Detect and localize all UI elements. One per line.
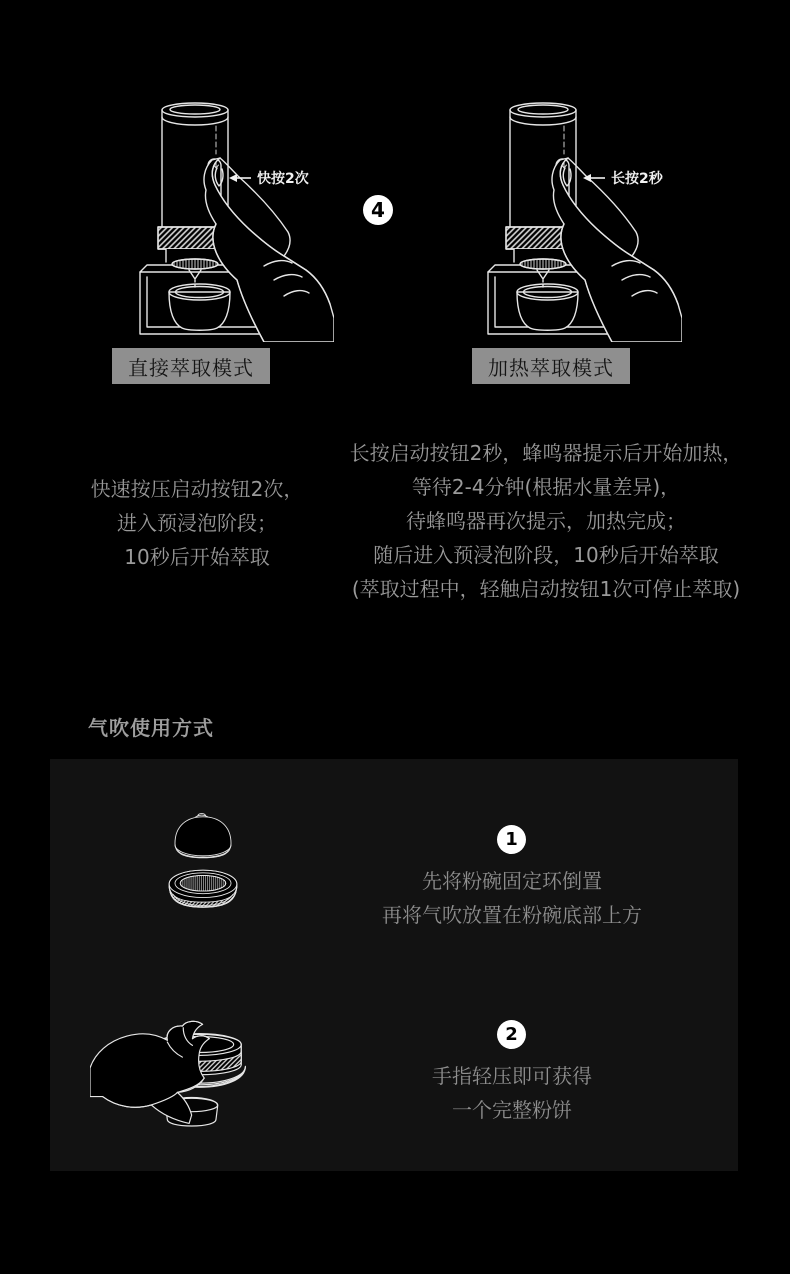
description-line: 等待2-4分钟(根据水量差异)， bbox=[411, 475, 681, 499]
hand-pressing-puck-illustration bbox=[90, 1010, 258, 1142]
arrow-left-icon bbox=[229, 173, 251, 183]
direct-mode-label: 直接萃取模式 bbox=[112, 348, 270, 384]
description-line: 长按启动按钮2秒，蜂鸣器提示后开始加热， bbox=[349, 441, 743, 465]
description-line: 10秒后开始萃取 bbox=[124, 545, 270, 569]
press-hint-direct-label: 快按2次 bbox=[257, 171, 309, 187]
step-line: 手指轻压即可获得 bbox=[432, 1064, 592, 1088]
press-hint-direct bbox=[229, 168, 309, 188]
air-blower-on-ring-illustration bbox=[160, 800, 246, 930]
description-line: 快速按压启动按钮2次， bbox=[90, 477, 304, 501]
step-2-badge: 2 bbox=[497, 1020, 526, 1049]
direct-mode-description bbox=[57, 472, 337, 574]
heat-mode-machine-illustration bbox=[464, 96, 682, 342]
description-line: 随后进入预浸泡阶段，10秒后开始萃取 bbox=[373, 543, 719, 567]
step-1-text bbox=[312, 864, 712, 932]
step-line: 一个完整粉饼 bbox=[452, 1098, 572, 1122]
step-line: 再将气吹放置在粉碗底部上方 bbox=[382, 903, 642, 927]
description-line: 进入预浸泡阶段； bbox=[117, 511, 277, 535]
arrow-left-icon bbox=[583, 173, 605, 183]
heat-mode-description bbox=[346, 436, 746, 606]
direct-mode-machine-illustration bbox=[116, 96, 334, 342]
press-hint-heat-label: 长按2秒 bbox=[611, 171, 663, 187]
step-line: 先将粉碗固定环倒置 bbox=[422, 869, 602, 893]
heat-mode-label: 加热萃取模式 bbox=[472, 348, 630, 384]
step-4-badge: 4 bbox=[363, 195, 393, 225]
air-blower-heading: 气吹使用方式 bbox=[88, 716, 214, 740]
description-line: (萃取过程中，轻触启动按钮1次可停止萃取) bbox=[351, 577, 741, 601]
air-blower-panel bbox=[50, 759, 738, 1171]
step-2-text bbox=[312, 1059, 712, 1127]
step-1-badge: 1 bbox=[497, 825, 526, 854]
press-hint-heat bbox=[583, 168, 663, 188]
description-line: 待蜂鸣器再次提示，加热完成； bbox=[406, 509, 686, 533]
